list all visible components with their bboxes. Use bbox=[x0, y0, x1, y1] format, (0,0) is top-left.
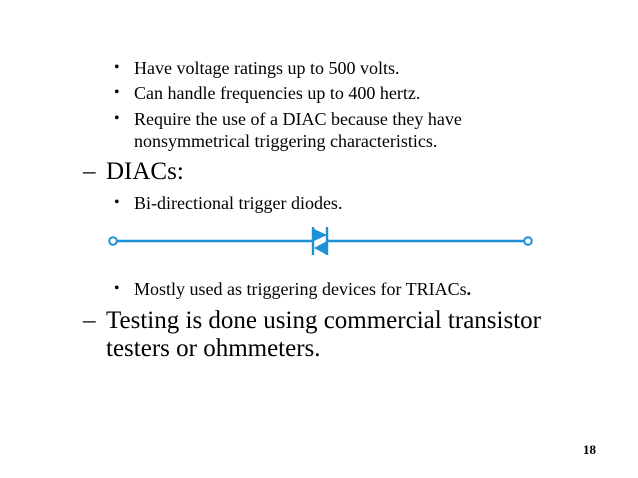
bullet-dot: • bbox=[114, 280, 120, 297]
bullet-text-line-1: Require the use of a DIAC because they have bbox=[134, 109, 462, 129]
testing-text-line-1: Testing is done using commercial transistor bbox=[106, 307, 541, 334]
right-terminal bbox=[524, 237, 532, 245]
bullet-dot: • bbox=[114, 84, 120, 101]
diac-symbol-group bbox=[109, 227, 532, 255]
bullet-text-end: . bbox=[466, 279, 472, 299]
bullet-dot: • bbox=[114, 110, 120, 127]
bullet-dot: • bbox=[114, 194, 120, 211]
diac-symbol-diagram bbox=[104, 224, 538, 260]
bullet-text-line-2: nonsymmetrical triggering characteristics. bbox=[134, 131, 438, 151]
dash-marker: – bbox=[83, 307, 96, 334]
bullet-dot: • bbox=[114, 59, 120, 76]
page-number: 18 bbox=[583, 442, 596, 457]
dash-marker: – bbox=[83, 158, 96, 185]
bullet-text: Can handle frequencies up to 400 hertz. bbox=[134, 83, 421, 103]
left-terminal bbox=[109, 237, 117, 245]
diacs-heading-text: DIACs: bbox=[106, 158, 184, 185]
testing-text-line-2: testers or ohmmeters. bbox=[106, 335, 321, 362]
bullet-text: Bi-directional trigger diodes. bbox=[134, 193, 343, 213]
bullet-text-main: Mostly used as triggering devices for TRIACs bbox=[134, 279, 467, 299]
bullet-text bbox=[134, 278, 471, 300]
bullet-text: Have voltage ratings up to 500 volts. bbox=[134, 58, 400, 78]
lower-triangle bbox=[314, 241, 327, 255]
upper-triangle bbox=[314, 229, 327, 241]
